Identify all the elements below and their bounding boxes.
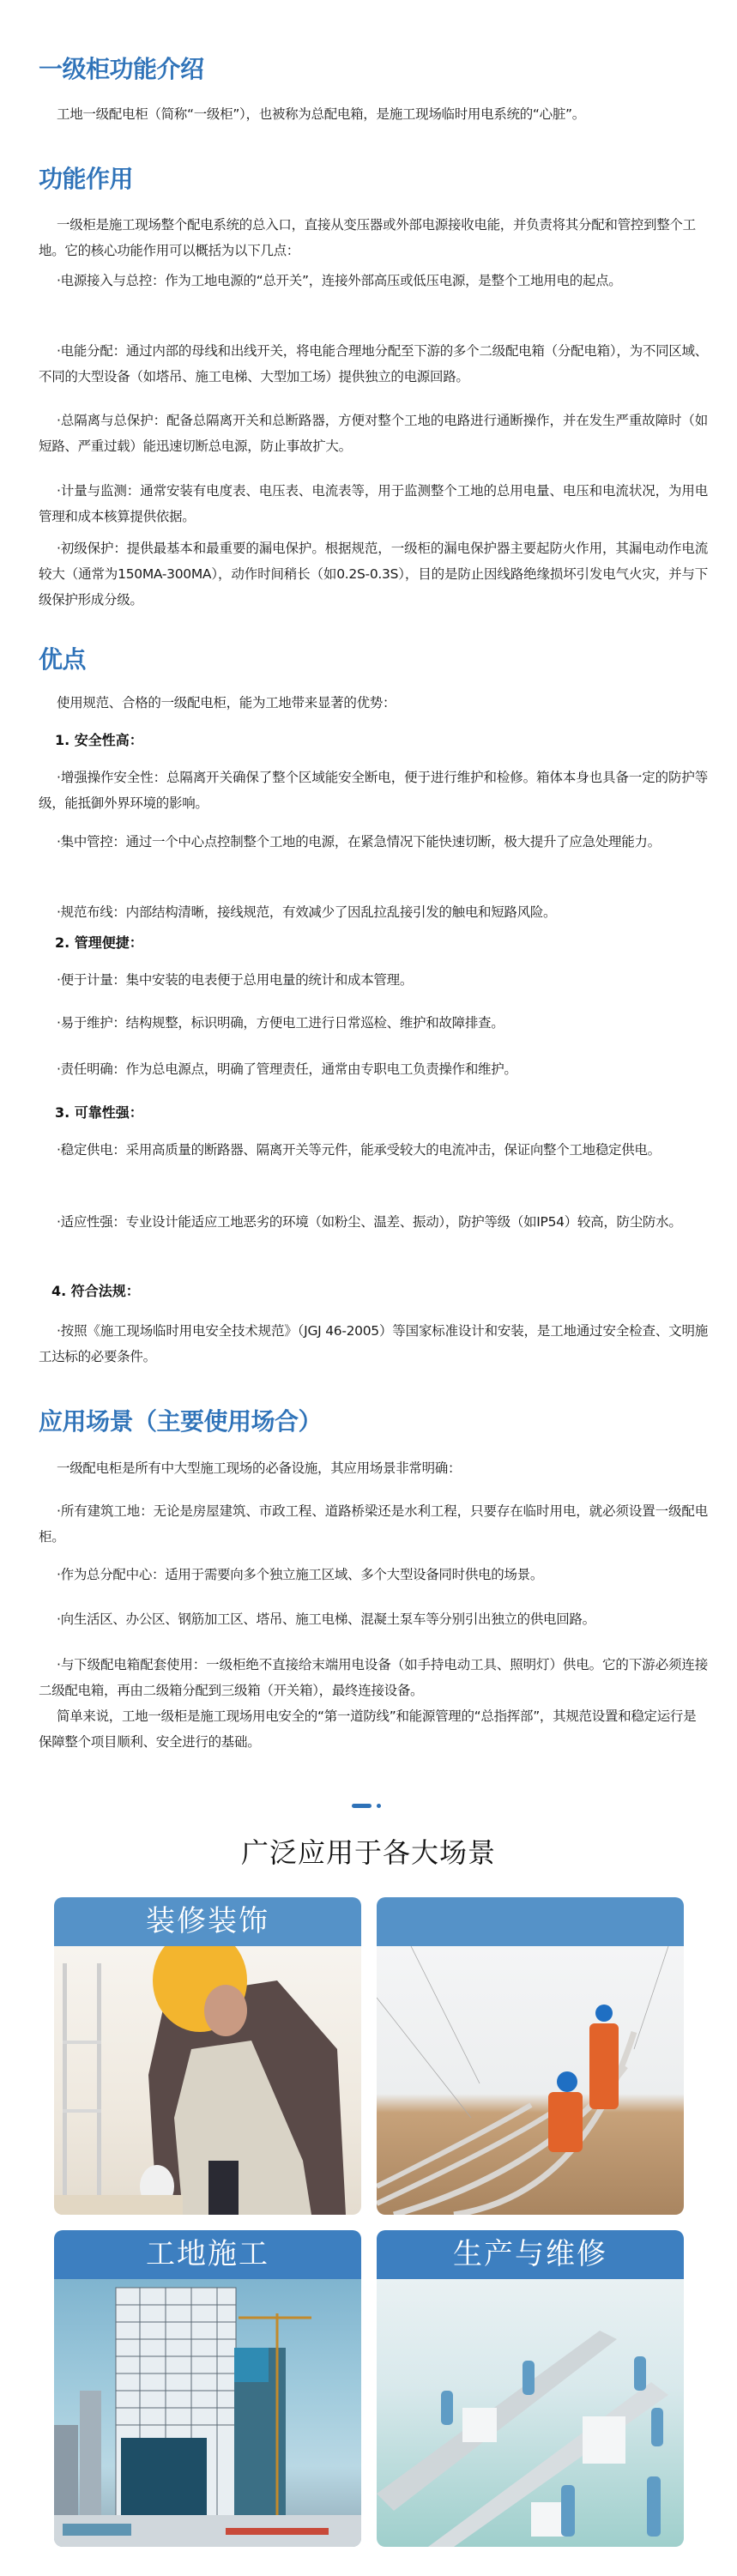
advantage-group-heading: 4. 符合法规：: [51, 1283, 140, 1299]
function-item: ·电能分配：通过内部的母线和出线开关，将电能合理地分配至下游的多个二级配电箱（分配电箱），为不同区域、不同的大型设备（如塔吊、施工电梯、大型加工场）提供独立的电源回路。: [39, 343, 708, 384]
advantage-item: ·集中管控：通过一个中心点控制整个工地的电源，在紧急情况下能快速切断，极大提升了应急处理能力。: [57, 834, 661, 850]
cable-workers-illustration: [377, 1946, 684, 2215]
scene-card-label: 工地施工: [54, 2230, 361, 2279]
advantage-group-heading: 2. 管理便捷：: [55, 934, 143, 951]
advantage-item: ·便于计量：集中安装的电表便于总用电量的统计和成本管理。: [57, 972, 414, 988]
scene-card-construction: [54, 2230, 361, 2547]
scenario-item: ·向生活区、办公区、钢筋加工区、塔吊、施工电梯、混凝土泵车等分别引出独立的供电回路。: [57, 1612, 595, 1627]
advantage-item: ·按照《施工现场临时用电安全技术规范》（JGJ 46-2005）等国家标准设计和安装，是工地通过安全检查、文明施工达标的必要条件。: [39, 1323, 708, 1364]
functions-lead: 一级柜是施工现场整个配电系统的总入口，直接从变压器或外部电源接收电能，并负责将其分配和管控到整个工地。它的核心功能作用可以概括为以下几点：: [39, 217, 696, 258]
scene-image-construction: [54, 2279, 361, 2547]
advantage-item: ·易于维护：结构规整，标识明确，方便电工进行日常巡检、维护和故障排查。: [57, 1015, 504, 1031]
section-title-advantages: 优点: [39, 645, 87, 674]
advantage-item: ·增强操作安全性：总隔离开关确保了整个区域能安全断电，便于进行维护和检修。箱体本身也具备一定的防护等级，能抵御外界环境的影响。: [39, 770, 708, 811]
scene-image-production: [377, 2279, 684, 2547]
section-title-intro: 一级柜功能介绍: [39, 55, 204, 83]
building-illustration: [54, 2279, 361, 2547]
advantage-group-heading: 3. 可靠性强：: [55, 1104, 143, 1121]
divider-bar: [352, 1804, 372, 1808]
function-item: ·计量与监测：通常安装有电度表、电压表、电流表等，用于监测整个工地的总用电量、电压和电流状况，为用电管理和成本核算提供依据。: [39, 483, 708, 524]
scene-image-cables: [377, 1946, 684, 2215]
advantage-item: ·规范布线：内部结构清晰，接线规范，有效减少了因乱拉乱接引发的触电和短路风险。: [57, 904, 557, 920]
scene-card-label: 生产与维修: [377, 2230, 684, 2279]
advantage-group-heading: 1. 安全性高：: [55, 732, 143, 748]
advantage-item: ·责任明确：作为总电源点，明确了管理责任，通常由专职电工负责操作和维护。: [57, 1061, 517, 1077]
scenario-item: ·所有建筑工地：无论是房屋建筑、市政工程、道路桥梁还是水利工程，只要存在临时用电，就必须设置一级配电柜。: [39, 1503, 708, 1545]
scene-card-label: 装修装饰: [54, 1897, 361, 1946]
title-divider: [352, 1804, 386, 1809]
showcase-title: 广泛应用于各大场景: [240, 1836, 496, 1869]
intro-text: 工地一级配电柜（简称“一级柜”），也被称为总配电箱，是施工现场临时用电系统的“心脏”。: [57, 106, 585, 122]
advantage-item: ·稳定供电：采用高质量的断路器、隔离开关等元件，能承受较大的电流冲击，保证向整个工地稳定供电。: [57, 1142, 661, 1158]
scene-card-decoration: [54, 1897, 361, 2215]
factory-illustration: [377, 2279, 684, 2547]
function-item: ·初级保护：提供最基本和最重要的漏电保护。根据规范，一级柜的漏电保护器主要起防火作用，其漏电动作电流较大（通常为150MA-300MA），动作时间稍长（如0.2S-0.3S），目的是防止因线路绝缘损坏引发电气火灾，并与下级保护形成分级。: [39, 541, 708, 608]
divider-dot: [377, 1804, 381, 1808]
worker-illustration: [54, 1946, 361, 2215]
advantages-lead: 使用规范、合格的一级配电柜，能为工地带来显著的优势：: [57, 695, 396, 711]
function-item: ·总隔离与总保护：配备总隔离开关和总断路器，方便对整个工地的电路进行通断操作，并在发生严重故障时（如短路、严重过载）能迅速切断总电源，防止事故扩大。: [39, 413, 708, 454]
scenarios-lead: 一级配电柜是所有中大型施工现场的必备设施，其应用场景非常明确：: [57, 1460, 462, 1476]
scenario-item: ·与下级配电箱配套使用：一级柜绝不直接给末端用电设备（如手持电动工具、照明灯）供电。它的下游必须连接二级配电箱，再由二级箱分配到三级箱（开关箱），最终连接设备。: [39, 1657, 708, 1698]
scene-image-decoration: [54, 1946, 361, 2215]
section-title-functions: 功能作用: [39, 165, 134, 193]
scenario-item: ·作为总分配中心：适用于需要向多个独立施工区域、多个大型设备同时供电的场景。: [57, 1567, 544, 1582]
advantage-item: ·适应性强：专业设计能适应工地恶劣的环境（如粉尘、温差、振动），防护等级（如IP54）较高，防尘防水。: [57, 1214, 682, 1230]
section-title-scenarios: 应用场景（主要使用场合）: [39, 1407, 323, 1436]
scene-card-label: [377, 1897, 684, 1946]
scene-card-production: [377, 2230, 684, 2547]
scenarios-summary: 简单来说，工地一级柜是施工现场用电安全的“第一道防线”和能源管理的“总指挥部”，其规范设置和稳定运行是保障整个项目顺利、安全进行的基础。: [39, 1708, 697, 1750]
scene-card-cables: [377, 1897, 684, 2215]
function-item: ·电源接入与总控：作为工地电源的“总开关”，连接外部高压或低压电源，是整个工地用电的起点。: [57, 273, 622, 288]
